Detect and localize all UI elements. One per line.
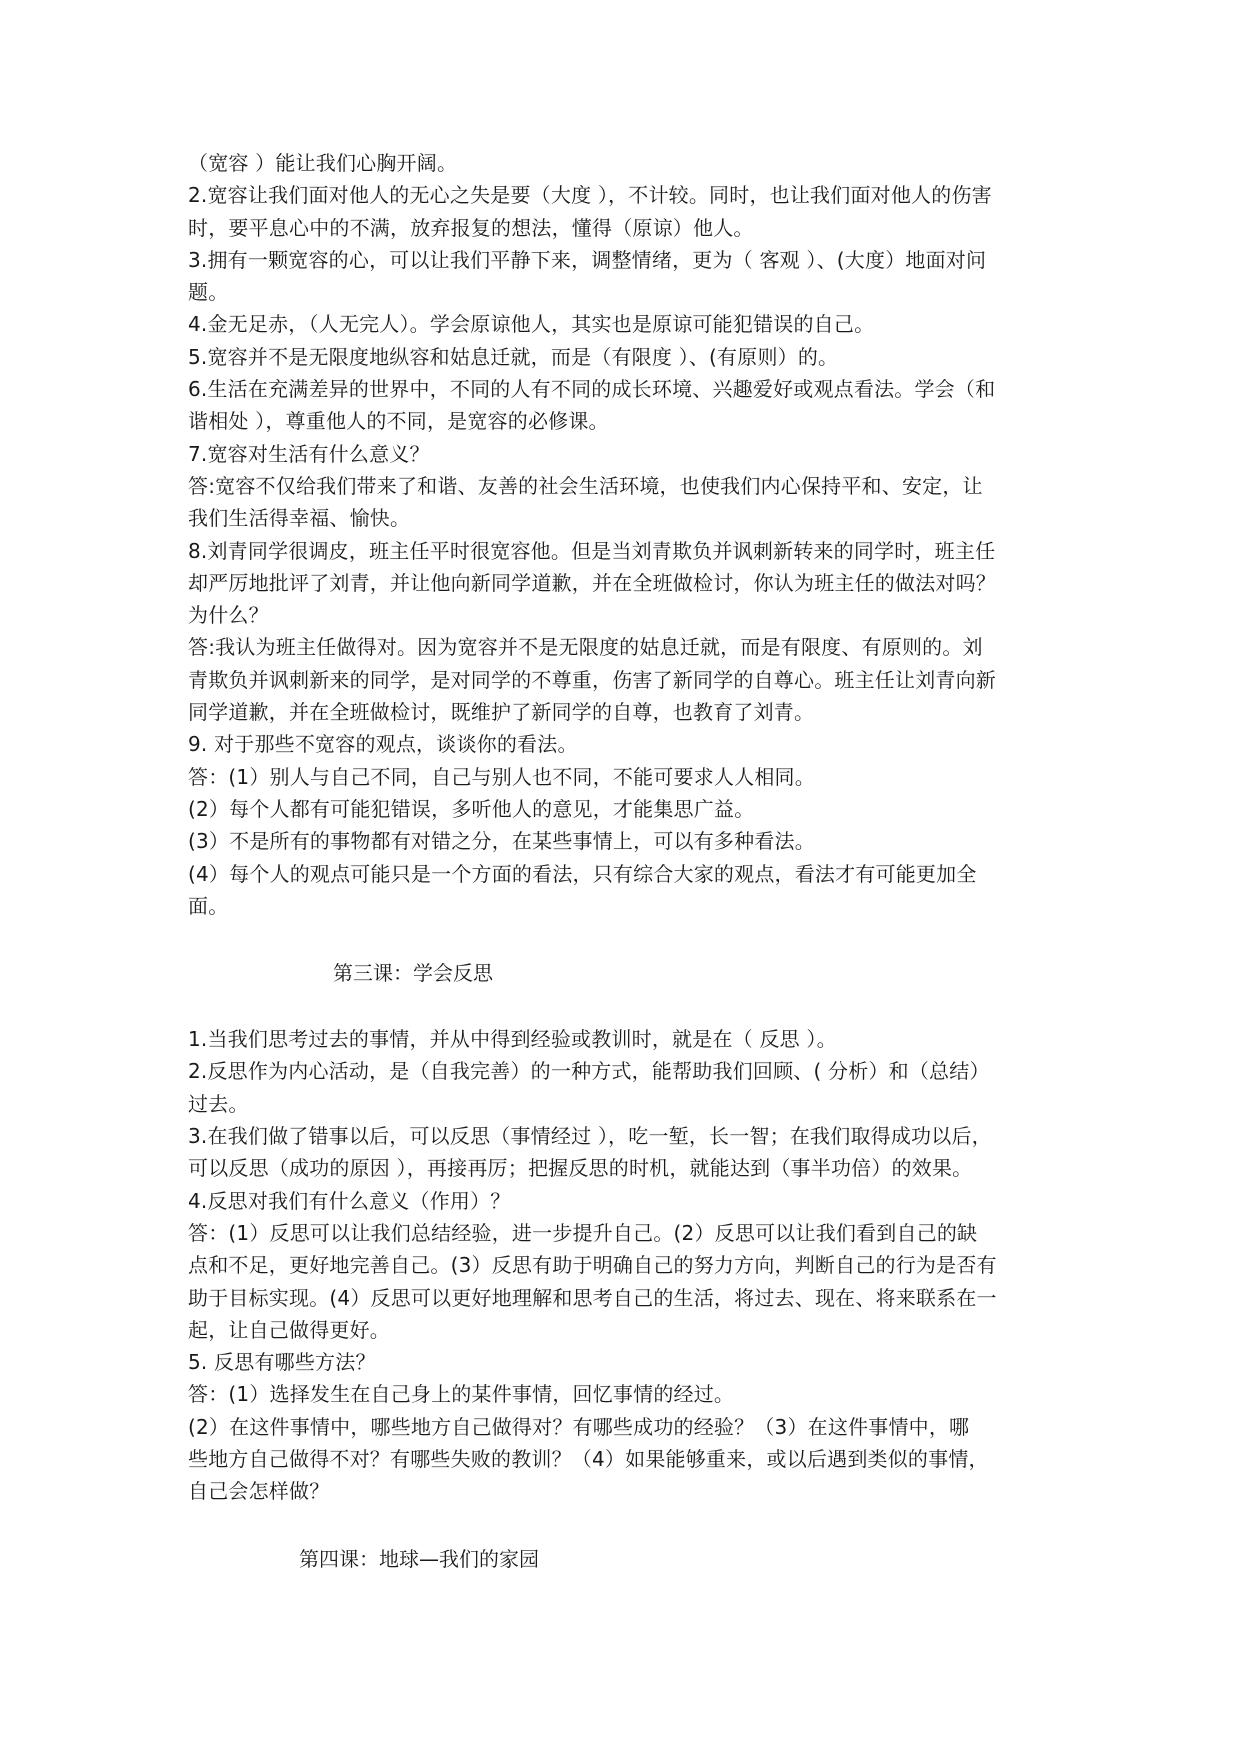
text-line: 7.宽容对生活有什么意义？ (188, 441, 430, 466)
text-line: 2.反思作为内心活动，是（自我完善）的一种方式，能帮助我们回顾、( 分析）和（总结） (188, 1059, 990, 1084)
text-line: 答：(1）别人与自己不同，自己与别人也不同，不能可要求人人相同。 (188, 764, 815, 789)
text-line: 时，要平息心中的不满，放弃报复的想法，懂得（原谅）他人。 (188, 215, 754, 240)
text-line: 面。 (188, 893, 229, 918)
text-line: 5. 反思有哪些方法？ (188, 1350, 376, 1375)
text-line: 答：(1）选择发生在自己身上的某件事情，回忆事情的经过。 (188, 1382, 735, 1407)
text-line: 青欺负并讽刺新来的同学，是对同学的不尊重，伤害了新同学的自尊心。班主任让刘青向新 (188, 667, 996, 692)
text-line: 点和不足，更好地完善自己。(3）反思有助于明确自己的努力方向，判断自己的行为是否有 (188, 1253, 997, 1278)
text-line: 6.生活在充满差异的世界中，不同的人有不同的成长环境、兴趣爱好或观点看法。学会（和 (188, 377, 996, 402)
text-line: (2）每个人都有可能犯错误，多听他人的意见，才能集思广益。 (188, 796, 755, 821)
text-line: 谐相处 ），尊重他人的不同，是宽容的必修课。 (188, 409, 609, 434)
text-line: 3.拥有一颗宽容的心，可以让我们平静下来，调整情绪，更为（ 客观 ）、(大度）地面对问 (188, 247, 987, 272)
text-line: 自己会怎样做？ (188, 1479, 330, 1504)
text-line: 答:我认为班主任做得对。因为宽容并不是无限度的姑息迁就，而是有限度、有原则的。刘 (188, 635, 983, 660)
text-line: 3.在我们做了错事以后，可以反思（事情经过 ），吃一堑，长一智；在我们取得成功以后， (188, 1124, 992, 1149)
text-line: 2.宽容让我们面对他人的无心之失是要（大度 ），不计较。同时，也让我们面对他人的伤害 (188, 183, 992, 208)
text-line: 起，让自己做得更好。 (188, 1317, 390, 1342)
text-line: 同学道歉，并在全班做检讨，既维护了新同学的自尊，也教育了刘青。 (188, 700, 815, 725)
text-line: 可以反思（成功的原因 ），再接再厉；把握反思的时机，就能达到（事半功倍）的效果。 (188, 1156, 973, 1181)
document-page (188, 147, 1068, 1575)
text-line: (2）在这件事情中，哪些地方自己做得对？有哪些成功的经验？（3）在这件事情中，哪 (188, 1414, 970, 1439)
spacer (188, 1508, 1068, 1543)
spacer (188, 989, 1068, 1023)
text-line: 9. 对于那些不宽容的观点，谈谈你的看法。 (188, 732, 578, 757)
text-line: 过去。 (188, 1091, 249, 1116)
text-line: 题。 (188, 280, 229, 305)
text-line: （宽容 ）能让我们心胸开阔。 (188, 151, 458, 175)
text-line: 答：(1）反思可以让我们总结经验，进一步提升自己。(2）反思可以让我们看到自己的缺 (188, 1220, 978, 1245)
text-line: (3）不是所有的事物都有对错之分，在某些事情上，可以有多种看法。 (188, 829, 815, 854)
text-line: 答:宽容不仅给我们带来了和谐、友善的社会生活环境，也使我们内心保持平和、安定，让 (188, 473, 983, 498)
lesson3-heading: 第三课：学会反思 (333, 961, 493, 986)
lesson4-heading: 第四课：地球—我们的家园 (299, 1546, 539, 1571)
text-line: 8.刘青同学很调皮，班主任平时很宽容他。但是当刘青欺负并讽刺新转来的同学时，班主任 (188, 538, 996, 563)
spacer (188, 922, 1068, 957)
text-line: 助于目标实现。(4）反思可以更好地理解和思考自己的生活，将过去、现在、将来联系在一 (188, 1285, 997, 1310)
text-line: 4.金无足赤，（人无完人）。学会原谅他人，其实也是原谅可能犯错误的自己。 (188, 312, 875, 337)
lesson3-content (188, 1023, 1068, 1507)
text-line: 1.当我们思考过去的事情，并从中得到经验或教训时，就是在（ 反思 ）。 (188, 1027, 837, 1052)
text-line: (4）每个人的观点可能只是一个方面的看法，只有综合大家的观点，看法才有可能更加全 (188, 861, 977, 886)
text-line: 我们生活得幸福、愉快。 (188, 506, 411, 531)
text-line: 些地方自己做得不对？有哪些失败的教训？（4）如果能够重来，或以后遇到类似的事情， (188, 1446, 989, 1471)
text-line: 却严厉地批评了刘青，并让他向新同学道歉，并在全班做检讨，你认为班主任的做法对吗？ (188, 570, 996, 595)
text-line: 5.宽容并不是无限度地纵容和姑息迁就，而是（有限度 ）、(有原则）的。 (188, 344, 839, 369)
text-line: 为什么？ (188, 603, 269, 628)
text-line: 4.反思对我们有什么意义（作用）？ (188, 1188, 511, 1213)
lesson2-content (188, 147, 1068, 922)
